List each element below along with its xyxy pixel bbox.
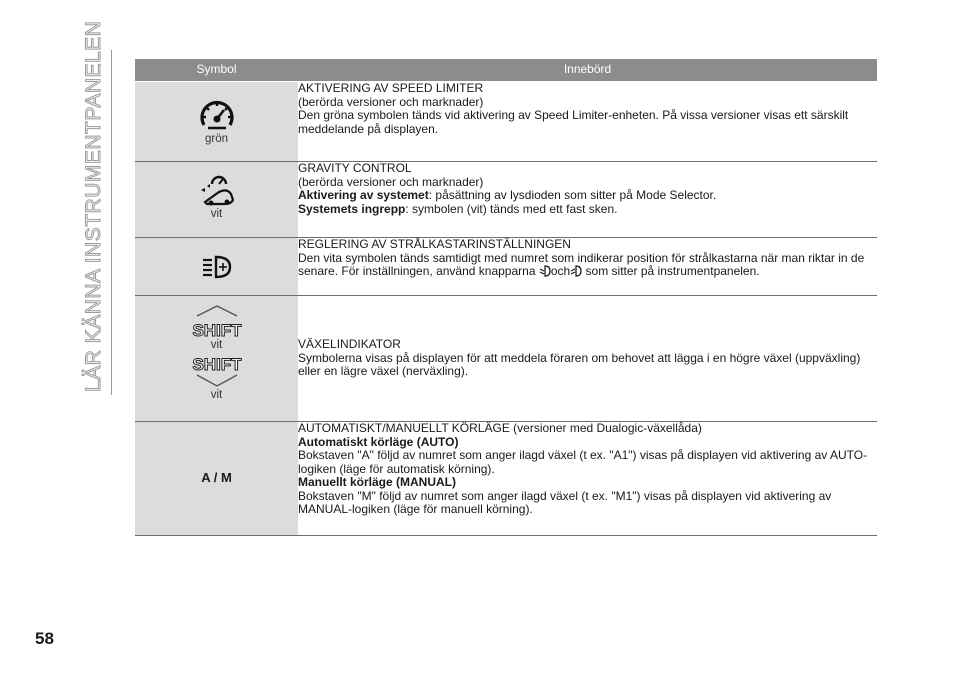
item-text: : symbolen (vit) tänds med ett fast sken. [405, 201, 618, 216]
item-heading: Systemets ingrepp [298, 201, 406, 216]
row-item [298, 189, 877, 203]
gear-mode-symbol: A / M [201, 470, 232, 486]
headlamp-leveling-icon [200, 254, 234, 280]
symbol-color-caption: grön [204, 133, 229, 145]
auto-heading: Automatiskt körläge (AUTO) [298, 434, 459, 449]
shift-down-icon [187, 353, 247, 389]
row-description: Symbolerna visas på displayen för att meddela föraren om behovet att lägga i en högre växel (uppväxling) eller en lägre växel (nerväxling). [298, 350, 861, 379]
meaning-cell [298, 296, 877, 422]
shift-up-icon [187, 303, 247, 339]
table-row [135, 422, 877, 536]
row-description: Den gröna symbolen tänds vid aktivering av Speed Limiter-enheten. På vissa versioner visas ett särskilt meddelande på displayen. [298, 108, 849, 136]
gravity-control-icon [197, 172, 237, 208]
symbol-cell [135, 422, 298, 536]
item-text: : påsättning av lysdioden som sitter på Mode Selector. [428, 188, 717, 202]
headlamp-up-button-icon [570, 265, 582, 277]
symbol-cell [135, 162, 298, 238]
symbol-cell [135, 296, 298, 422]
headlamp-down-button-icon [539, 265, 551, 277]
speed-limiter-icon [196, 95, 238, 133]
manual-description: Bokstaven "M" följd av numret som anger ilagd växel (t ex. "M1") visas på displayen vid aktivering av MANUAL-logiken (läge för manuell körning). [298, 488, 832, 516]
row-title: GRAVITY CONTROL [298, 161, 412, 175]
row-title: AKTIVERING AV SPEED LIMITER [298, 81, 484, 95]
auto-description: Bokstaven "A" följd av numret som anger ilagd växel (t ex. "A1") visas på displayen vid aktivering av AUTO-logiken (läge för automatisk körning). [298, 448, 868, 476]
header-symbol: Symbol [135, 59, 298, 82]
row-title: VÄXELINDIKATOR [298, 337, 401, 352]
text-part: Den vita symbolen tänds samtidigt med numret som indikerar position för strålkastarna när man riktar in de senare. För inställningen, använd knapparna [298, 250, 865, 278]
row-item [298, 203, 877, 217]
page-number: 58 [35, 629, 54, 648]
symbol-cell [135, 238, 298, 296]
symbol-table [135, 59, 877, 536]
shift-down-label: SHIFT [191, 354, 242, 374]
symbol-cell [135, 82, 298, 162]
meaning-cell [298, 422, 877, 536]
header-meaning: Innebörd [298, 59, 877, 82]
manual-heading: Manuellt körläge (MANUAL) [298, 475, 457, 489]
item-heading: Aktivering av systemet [298, 188, 429, 202]
symbol-color-caption: vit [210, 388, 223, 401]
symbol-color-caption: vit [210, 339, 223, 351]
symbol-color-caption: vit [210, 208, 223, 220]
meaning-cell [298, 82, 877, 162]
row-subtitle: (berörda versioner och marknader) [298, 174, 484, 189]
meaning-cell [298, 162, 877, 238]
row-title: REGLERING AV STRÅLKASTARINSTÄLLNINGEN [298, 237, 571, 251]
shift-up-label: SHIFT [191, 321, 242, 339]
table-row [135, 162, 877, 238]
meaning-cell [298, 238, 877, 296]
section-side-title: LÄR KÄNNA INSTRUMENTPANELEN [82, 20, 105, 392]
text-part: som sitter på instrumentpanelen. [582, 264, 760, 278]
side-divider [111, 50, 112, 395]
text-part: och [550, 264, 571, 278]
row-subtitle: (berörda versioner och marknader) [298, 94, 484, 109]
table-row [135, 238, 877, 296]
table-header-row [135, 59, 877, 82]
row-description [298, 252, 877, 279]
table-row [135, 82, 877, 162]
row-title: AUTOMATISKT/MANUELLT KÖRLÄGE (versioner med Dualogic-växellåda) [298, 421, 702, 435]
table-row [135, 296, 877, 422]
